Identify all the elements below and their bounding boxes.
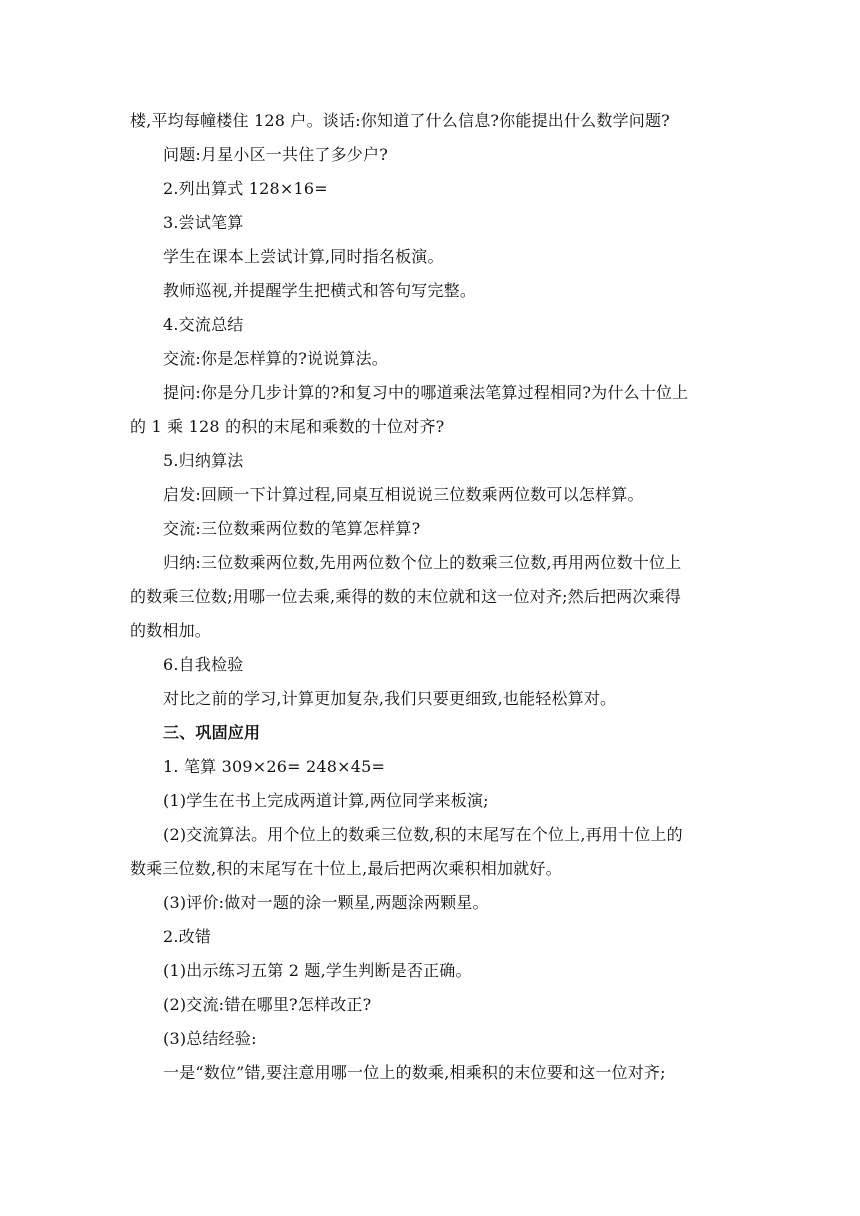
text-line: 数乘三位数,积的末尾写在十位上,最后把两次乘积相加就好。 — [130, 859, 562, 878]
text-line: (1)出示练习五第 2 题,学生判断是否正确。 — [163, 961, 472, 980]
text-line: 3.尝试笔算 — [163, 213, 244, 232]
text-line: 启发:回顾一下计算过程,同桌互相说说三位数乘两位数可以怎样算。 — [163, 485, 644, 504]
text-line: 的数乘三位数;用哪一位去乘,乘得的数的末位就和这一位对齐;然后把两次乘得 — [130, 587, 682, 606]
text-line: 对比之前的学习,计算更加复杂,我们只要更细致,也能轻松算对。 — [163, 689, 617, 708]
text-line: 楼,平均每幢楼住 128 户。谈话:你知道了什么信息?你能提出什么数学问题? — [130, 111, 670, 130]
text-line: 的数相加。 — [130, 621, 212, 640]
text-line: 问题:月星小区一共住了多少户? — [163, 145, 388, 164]
text-line: 2.列出算式 128×16= — [163, 179, 328, 198]
text-line: 6.自我检验 — [163, 655, 244, 674]
text-line: 教师巡视,并提醒学生把横式和答句写完整。 — [163, 281, 477, 300]
text-line: 交流:三位数乘两位数的笔算怎样算? — [163, 519, 421, 538]
text-line: 一是“数位”错,要注意用哪一位上的数乘,相乘积的末位要和这一位对齐; — [163, 1063, 666, 1082]
text-line: (2)交流算法。用个位上的数乘三位数,积的末尾写在个位上,再用十位上的 — [163, 825, 683, 844]
text-line: 交流:你是怎样算的?说说算法。 — [163, 349, 388, 368]
text-line: 4.交流总结 — [163, 315, 244, 334]
text-line: 归纳:三位数乘两位数,先用两位数个位上的数乘三位数,再用两位数十位上 — [163, 553, 682, 572]
text-line: (3)总结经验: — [163, 1029, 257, 1048]
text-line: (3)评价:做对一题的涂一颗星,两题涂两颗星。 — [163, 893, 489, 912]
section-heading: 三、巩固应用 — [163, 723, 261, 742]
text-line: 5.归纳算法 — [163, 451, 244, 470]
text-line: 1. 笔算 309×26= 248×45= — [163, 757, 386, 776]
document-body — [130, 104, 734, 1090]
text-line: 学生在课本上尝试计算,同时指名板演。 — [163, 247, 444, 266]
text-line: 提问:你是分几步计算的?和复习中的哪道乘法笔算过程相同?为什么十位上 — [163, 383, 689, 402]
text-line: (2)交流:错在哪里?怎样改正? — [163, 995, 372, 1014]
text-line: 2.改错 — [163, 927, 212, 946]
text-line: (1)学生在书上完成两道计算,两位同学来板演; — [163, 791, 489, 810]
text-line: 的 1 乘 128 的积的末尾和乘数的十位对齐? — [130, 417, 445, 436]
